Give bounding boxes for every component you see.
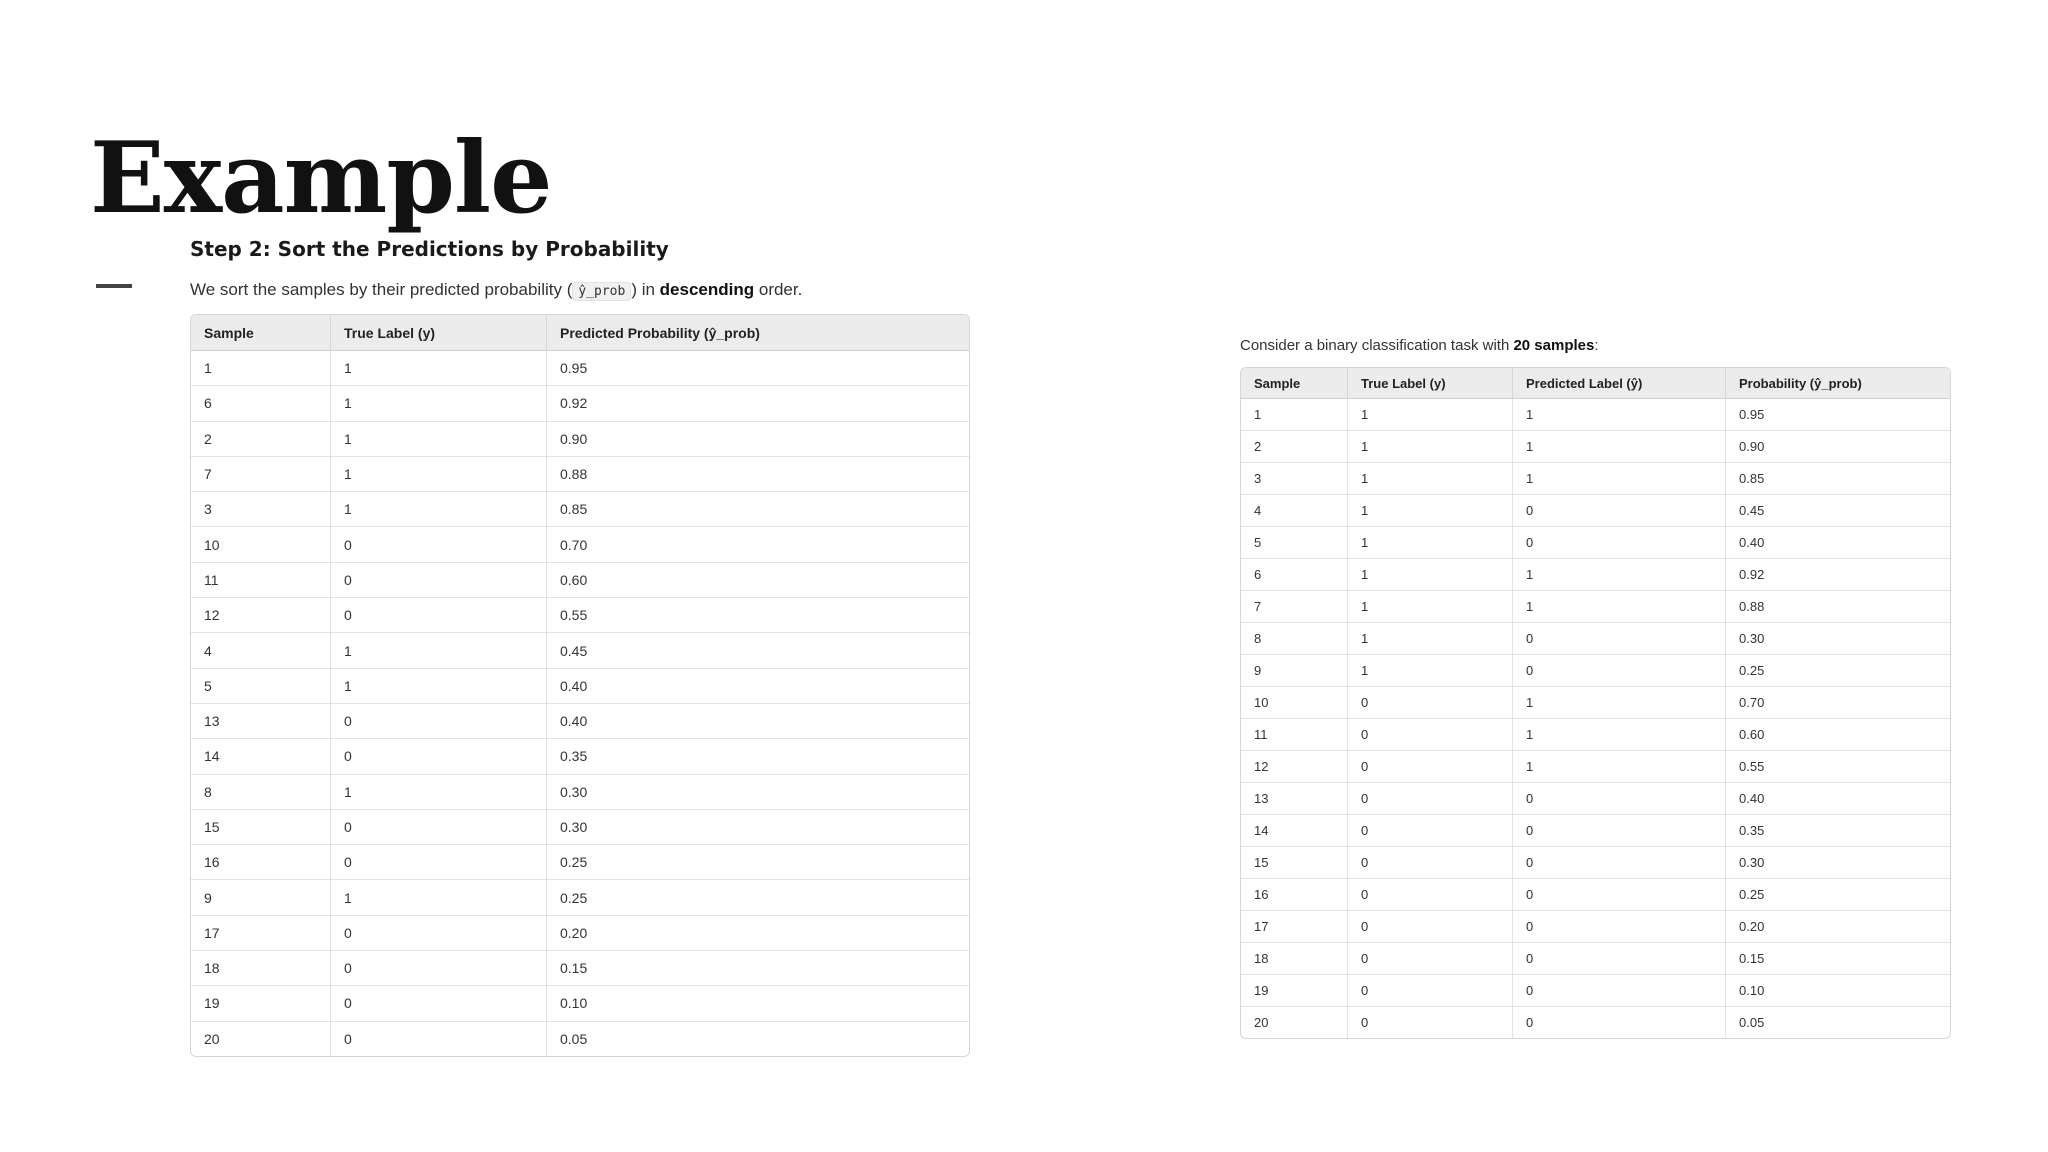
table-cell: 15 [191,809,331,844]
table-cell: 15 [1241,846,1348,878]
table-cell: 0 [331,950,547,985]
table-cell: 0 [1513,846,1726,878]
table-cell: 0.40 [547,668,969,703]
table-cell: 0 [1348,878,1513,910]
table-cell: 14 [191,738,331,773]
table-cell: 0 [1348,846,1513,878]
table-cell: 0.85 [1726,462,1950,494]
table-cell: 0 [1348,750,1513,782]
table-row [191,915,969,950]
table-row [191,526,969,561]
table-cell: 18 [1241,942,1348,974]
table-cell: 0.20 [1726,910,1950,942]
table-cell: 1 [1513,399,1726,430]
table-row [1241,462,1950,494]
task-description-start: Consider a binary classification task with [1240,337,1514,354]
inline-code: ŷ_prob [572,282,631,301]
table-cell: 1 [1348,494,1513,526]
table-cell: 0.90 [1726,430,1950,462]
table-cell: 0 [331,526,547,561]
sort-description-bold: descending [659,280,755,299]
table-cell: 9 [191,879,331,914]
table-row [1241,910,1950,942]
table-cell: 0 [1513,878,1726,910]
table-row [191,385,969,420]
table-cell: 0.30 [1726,622,1950,654]
column-header: Sample [1241,368,1348,399]
table-row [191,456,969,491]
table-cell: 1 [1513,718,1726,750]
task-description [1240,337,1599,354]
table-cell: 0 [331,703,547,738]
table-row [1241,654,1950,686]
table-row [1241,942,1950,974]
table-cell: 0.45 [547,632,969,667]
table-cell: 1 [331,351,547,385]
table-row [191,738,969,773]
table-cell: 1 [1241,399,1348,430]
table-cell: 0.92 [547,385,969,420]
table-cell: 1 [331,456,547,491]
table-cell: 0 [1348,974,1513,1006]
table-cell: 4 [1241,494,1348,526]
table-cell: 0 [331,809,547,844]
table-cell: 1 [1513,590,1726,622]
table-cell: 0 [1513,910,1726,942]
table-cell: 0.25 [1726,654,1950,686]
table-cell: 1 [1348,654,1513,686]
table-cell: 10 [191,526,331,561]
table-cell: 0 [331,1021,547,1056]
table-cell: 0.25 [1726,878,1950,910]
table-cell: 0 [1513,974,1726,1006]
table-cell: 0 [1513,942,1726,974]
table-cell: 0 [331,985,547,1020]
table-cell: 1 [1513,430,1726,462]
column-header: Predicted Label (ŷ) [1513,368,1726,399]
table-cell: 13 [1241,782,1348,814]
table-row [1241,718,1950,750]
table-cell: 0.90 [547,421,969,456]
table-cell: 0.10 [1726,974,1950,1006]
table-row [191,668,969,703]
table-cell: 0 [331,738,547,773]
table-cell: 0 [1348,814,1513,846]
table-cell: 1 [331,491,547,526]
task-description-end: : [1594,337,1599,354]
table-cell: 0 [1513,526,1726,558]
table-cell: 3 [191,491,331,526]
table-cell: 1 [1348,526,1513,558]
table-row [1241,526,1950,558]
table-row [1241,750,1950,782]
table-cell: 0.85 [547,491,969,526]
table-cell: 0.20 [547,915,969,950]
table-cell: 4 [191,632,331,667]
table-cell: 0.95 [560,360,588,377]
table-cell: 0.60 [547,562,969,597]
table-cell: 1 [1348,590,1513,622]
table-row [1241,846,1950,878]
table-row [191,844,969,879]
table-row [191,562,969,597]
table-cell: 0 [331,597,547,632]
sort-description-end: order. [754,280,803,299]
task-description-bold: 20 samples [1513,337,1595,354]
table-cell: 6 [191,385,331,420]
table-row [1241,814,1950,846]
table-body [1241,399,1950,1038]
table-cell: 20 [1241,1006,1348,1038]
table-cell: 6 [1241,558,1348,590]
table-cell: 12 [191,597,331,632]
column-header: True Label (y) [1348,368,1513,399]
sort-description [190,280,802,300]
table-cell: 0.95 [1739,407,1765,422]
table-row [1241,622,1950,654]
table-cell: 0.30 [547,774,969,809]
table-cell: 0.70 [1726,686,1950,718]
table-row [191,774,969,809]
table-cell: 7 [191,456,331,491]
table-cell: 3 [1241,462,1348,494]
table-cell: 0.30 [547,809,969,844]
table-cell: 1 [1348,462,1513,494]
table-row [1241,399,1950,430]
sort-description-mid: ) in [631,280,660,299]
table-cell: 0 [1348,910,1513,942]
table-cell: 17 [1241,910,1348,942]
table-cell: 20 [191,1021,331,1056]
table-header-row [1241,368,1950,399]
column-header: Sample [191,315,331,351]
table-cell: 0.05 [1726,1006,1950,1038]
table-cell: 0.35 [1726,814,1950,846]
table-row [191,809,969,844]
table-cell: 12 [1241,750,1348,782]
table-cell: 1 [331,421,547,456]
table-cell: 1 [331,668,547,703]
table-cell: 17 [191,915,331,950]
table-cell: 0 [331,844,547,879]
table-cell: 0.40 [1726,782,1950,814]
table-cell: 0 [1348,686,1513,718]
table-cell: 2 [1241,430,1348,462]
table-row [1241,878,1950,910]
table-cell: 1 [191,351,331,385]
step-heading: Step 2: Sort the Predictions by Probability [190,237,669,261]
table-cell: 0.60 [1726,718,1950,750]
table-cell: 8 [191,774,331,809]
table-cell: 0.35 [547,738,969,773]
table-cell: 1 [1513,462,1726,494]
table-cell: 0 [331,915,547,950]
table-cell: 18 [191,950,331,985]
table-cell: 14 [1241,814,1348,846]
table-cell: 1 [1513,558,1726,590]
table-cell: 1 [1513,686,1726,718]
table-cell: 0 [331,562,547,597]
table-cell: 0 [1348,942,1513,974]
table-cell: 5 [1241,526,1348,558]
table-cell: 1 [1348,399,1513,430]
table-cell: 11 [191,562,331,597]
samples-table [1240,367,1951,1039]
table-row [191,491,969,526]
table-cell: 0.25 [547,844,969,879]
table-row [1241,1006,1950,1038]
table-row [1241,558,1950,590]
table-cell: 0.15 [1726,942,1950,974]
table-cell: 1 [1348,558,1513,590]
column-header: Predicted Probability (ŷ_prob) [547,315,969,351]
table-cell: 9 [1241,654,1348,686]
table-row [1241,430,1950,462]
table-row [191,632,969,667]
table-row [191,1021,969,1056]
table-cell: 0 [1348,782,1513,814]
title-dash-divider [96,284,132,288]
table-cell: 0.70 [547,526,969,561]
table-row [191,879,969,914]
slide-title: Example [90,121,552,236]
table-cell: 1 [331,632,547,667]
table-cell: 0.15 [547,950,969,985]
table-cell: 0 [1513,494,1726,526]
table-cell: 0.88 [547,456,969,491]
table-cell: 0 [1348,1006,1513,1038]
table-cell: 16 [191,844,331,879]
column-header: True Label (y) [331,315,547,351]
table-cell: 1 [1348,622,1513,654]
table-row [191,597,969,632]
table-cell: 8 [1241,622,1348,654]
table-cell: 1 [1348,430,1513,462]
table-row [1241,782,1950,814]
table-cell: 1 [1513,750,1726,782]
table-cell: 1 [331,879,547,914]
table-cell: 19 [191,985,331,1020]
table-row [191,421,969,456]
table-cell: 11 [1241,718,1348,750]
table-body [191,351,969,1056]
table-cell: 2 [191,421,331,456]
table-cell: 1 [331,385,547,420]
table-cell: 0.25 [547,879,969,914]
table-cell: 1 [331,774,547,809]
table-cell: 13 [191,703,331,738]
table-row [1241,494,1950,526]
table-cell: 0.45 [1726,494,1950,526]
sorted-predictions-table [190,314,970,1057]
table-row [1241,590,1950,622]
table-cell: 0 [1513,654,1726,686]
table-row [191,351,969,385]
table-cell: 0 [1513,782,1726,814]
table-row [1241,974,1950,1006]
table-cell: 7 [1241,590,1348,622]
table-cell: 0.55 [547,597,969,632]
table-cell: 5 [191,668,331,703]
table-cell: 0.88 [1726,590,1950,622]
table-cell: 0.55 [1726,750,1950,782]
table-row [191,703,969,738]
table-cell: 0 [1513,814,1726,846]
sort-description-start: We sort the samples by their predicted probability ( [190,280,573,299]
table-cell: 0 [1513,1006,1726,1038]
table-cell: 0 [1513,622,1726,654]
table-cell: 0.10 [547,985,969,1020]
table-cell: 0 [1348,718,1513,750]
table-cell: 19 [1241,974,1348,1006]
column-header: Probability (ŷ_prob) [1726,368,1950,399]
table-cell: 0.05 [547,1021,969,1056]
table-row [191,950,969,985]
table-cell: 0.30 [1726,846,1950,878]
table-cell: 0.92 [1726,558,1950,590]
table-header-row [191,315,969,351]
table-cell: 0.40 [547,703,969,738]
table-row [191,985,969,1020]
table-row [1241,686,1950,718]
table-cell: 16 [1241,878,1348,910]
table-cell: 10 [1241,686,1348,718]
table-cell: 0.40 [1726,526,1950,558]
